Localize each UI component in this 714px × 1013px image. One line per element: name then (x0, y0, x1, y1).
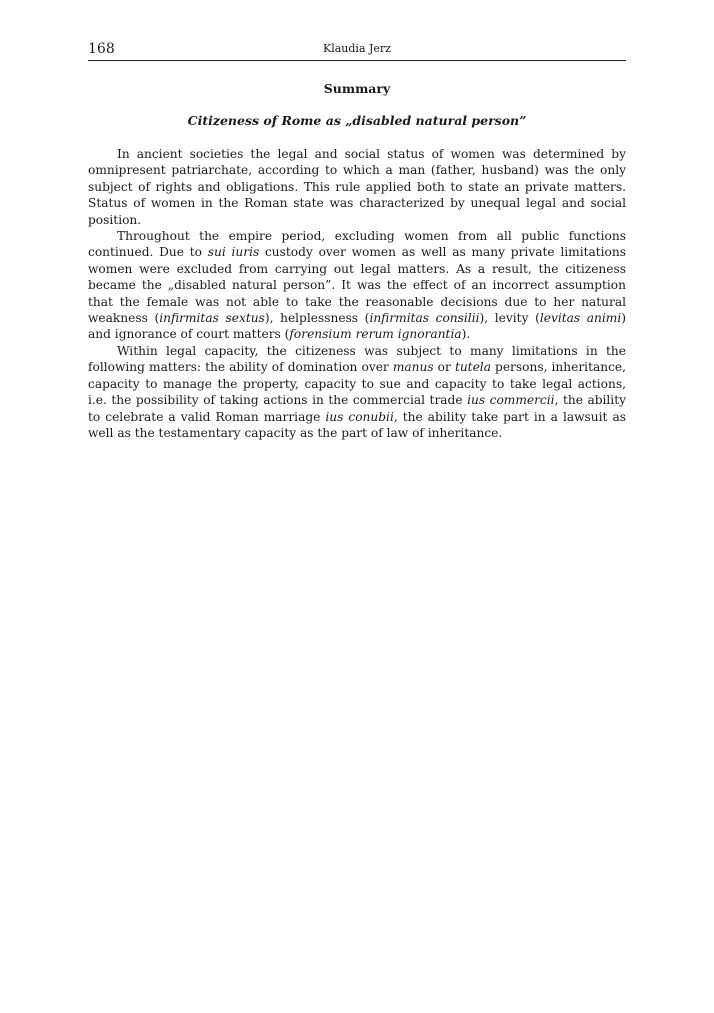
text-run: ), levity ( (479, 311, 540, 326)
text-run: ), helplessness ( (264, 311, 370, 326)
latin-term: infirmitas sextus (159, 311, 265, 326)
latin-term: ius conubii (325, 409, 394, 424)
text-run: Throughout the empire period, excluding women from all public functions continued. Due to (88, 229, 626, 260)
running-header (88, 40, 626, 61)
latin-term: sui iuris (207, 245, 260, 260)
text-run: , the ability to celebrate a valid Roman marriage (88, 393, 626, 424)
text-run: ) and ignorance of court matters ( (88, 311, 627, 342)
latin-term: levitas animi (539, 311, 622, 326)
section-title: Summary (323, 81, 391, 96)
body-paragraph (88, 343, 626, 441)
article-title: Citizeness of Rome as „disabled natural person” (187, 113, 527, 128)
running-header-author: Klaudia Jerz (323, 42, 391, 55)
text-run: persons, inheritance, capacity to manage the property, capacity to sue and capacity to take legal actions, i.e. the possibility of taking actions in the commercial trade (88, 360, 626, 408)
text-run: or (433, 360, 455, 375)
summary-body (88, 146, 626, 441)
text-run: , the ability take part in a lawsuit as well as the testamentary capacity as the part of law of inheritance. (88, 409, 626, 440)
document-page (88, 40, 626, 441)
latin-term: forensium rerum ignorantia (289, 327, 462, 342)
text-run: ). (461, 327, 471, 342)
latin-term: tutela (454, 360, 491, 375)
text-run: Within legal capacity, the citizeness was subject to many limitations in the following matters: the ability of domination over (88, 343, 626, 375)
latin-term: ius commercii (467, 393, 555, 408)
text-run: custody over women as well as many private limitations women were excluded from carrying out legal matters. As a result, the citizeness became the „disabled natural person”. It was the effect of an incorrect assumption that the female was not able to take the reasonable decisions due to her natural weakness ( (88, 245, 626, 326)
latin-term: infirmitas consilii (369, 311, 480, 326)
body-paragraph (88, 146, 626, 228)
latin-term: manus (392, 360, 434, 375)
text-run: In ancient societies the legal and social status of women was determined by omnipresent patriarchate, according to which a man (father, husband) was the only subject of rights and obligations. This rule applied both to state an private matters. Status of women in the Roman state was characterized by unequal legal and social position. (88, 147, 626, 227)
page-number: 168 (88, 41, 115, 57)
body-paragraph (88, 228, 626, 343)
